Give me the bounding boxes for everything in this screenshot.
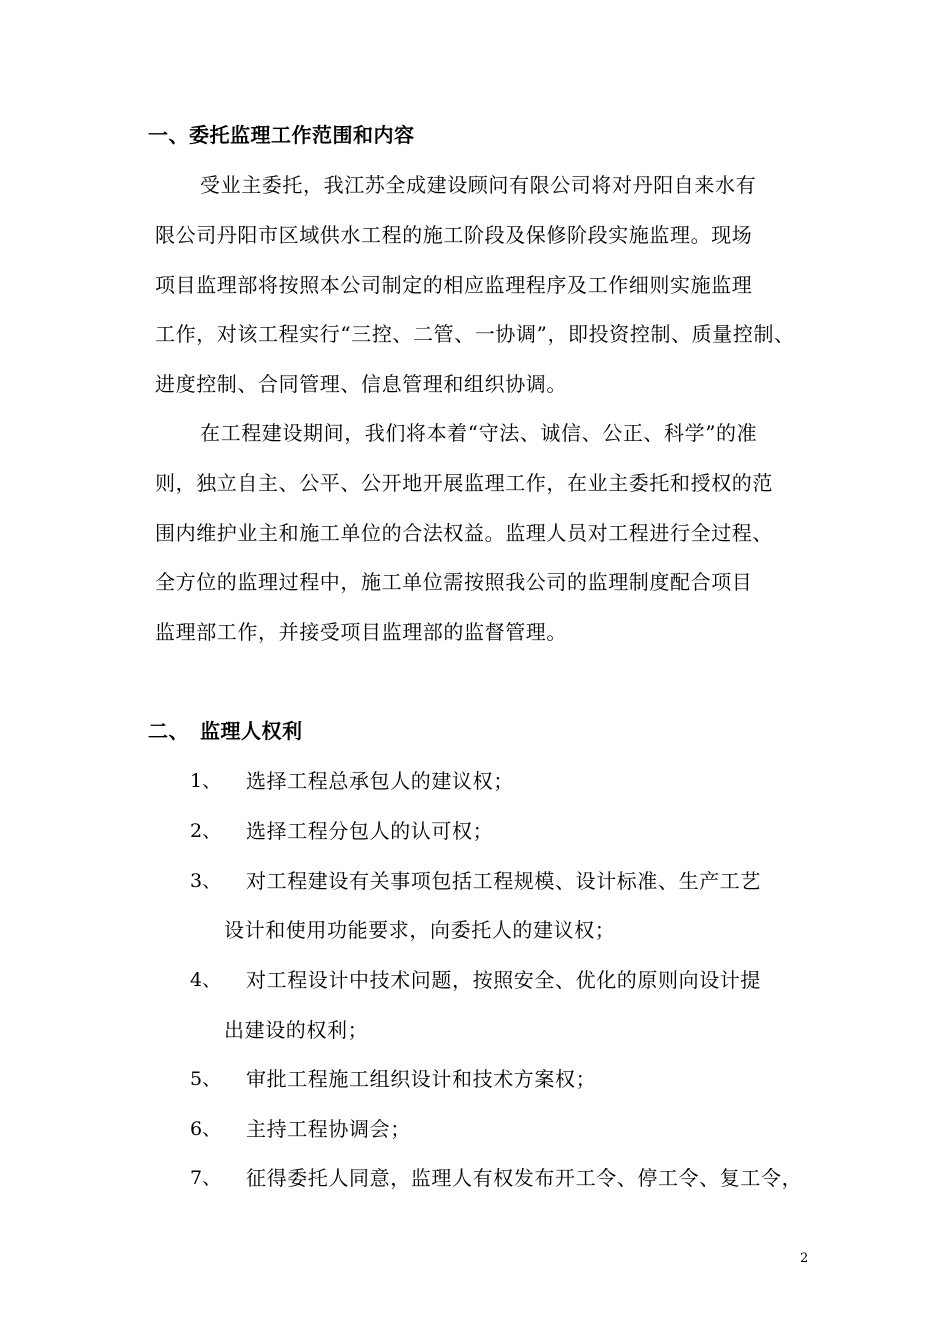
list-item-text: 主持工程协调会；: [246, 1117, 411, 1141]
paragraph-line: 限公司丹阳市区域供水工程的施工阶段及保修阶段实施监理。现场: [155, 223, 753, 247]
list-item-number: 6、: [190, 1118, 222, 1140]
list-item-number: 3、: [190, 870, 222, 892]
list-item-text: 审批工程施工组织设计和技术方案权；: [246, 1067, 597, 1091]
list-item-text-continued: 设计和使用功能要求，向委托人的建议权；: [224, 918, 616, 942]
paragraph-line: 项目监理部将按照本公司制定的相应监理程序及工作细则实施监理: [155, 273, 753, 297]
list-item-text: 征得委托人同意，监理人有权发布开工令、停工令、复工令，: [246, 1166, 803, 1190]
list-item-number: 1、: [190, 770, 222, 792]
paragraph-line: 工作，对该工程实行“三控、二管、一协调”，即投资控制、质量控制、: [155, 322, 795, 346]
section-2-heading: [148, 718, 303, 744]
paragraph-line: 受业主委托，我江苏全成建设顾问有限公司将对丹阳自来水有: [200, 173, 757, 197]
paragraph-line: 在工程建设期间，我们将本着“守法、诚信、公正、科学”的准: [200, 421, 758, 445]
list-item-number: 7、: [190, 1167, 222, 1189]
paragraph-line: 监理部工作，并接受项目监理部的监督管理。: [155, 620, 567, 644]
list-item-text: 选择工程分包人的认可权；: [246, 819, 494, 843]
list-item-text: 选择工程总承包人的建议权；: [246, 769, 514, 793]
list-item-number: 2、: [190, 820, 222, 842]
list-item-number: 5、: [190, 1068, 222, 1090]
list-item-text: 对工程设计中技术问题，按照安全、优化的原则向设计提: [246, 968, 761, 992]
paragraph-line: 进度控制、合同管理、信息管理和组织协调。: [155, 372, 567, 396]
list-item-text-continued: 出建设的权利；: [224, 1018, 369, 1042]
section-2-heading-text: 监理人权利: [200, 719, 303, 743]
list-item-text: 对工程建设有关事项包括工程规模、设计标准、生产工艺: [246, 869, 761, 893]
page-number: 2: [800, 1251, 809, 1266]
paragraph-line: 全方位的监理过程中，施工单位需按照我公司的监理制度配合项目: [155, 570, 753, 594]
paragraph-line: 围内维护业主和施工单位的合法权益。监理人员对工程进行全过程、: [155, 521, 773, 545]
paragraph-line: 则，独立自主、公平、公开地开展监理工作，在业主委托和授权的范: [155, 471, 773, 495]
section-2-heading-number: 二、: [148, 719, 189, 743]
list-item-number: 4、: [190, 969, 222, 991]
section-1-heading: 一、委托监理工作范围和内容: [148, 123, 415, 147]
